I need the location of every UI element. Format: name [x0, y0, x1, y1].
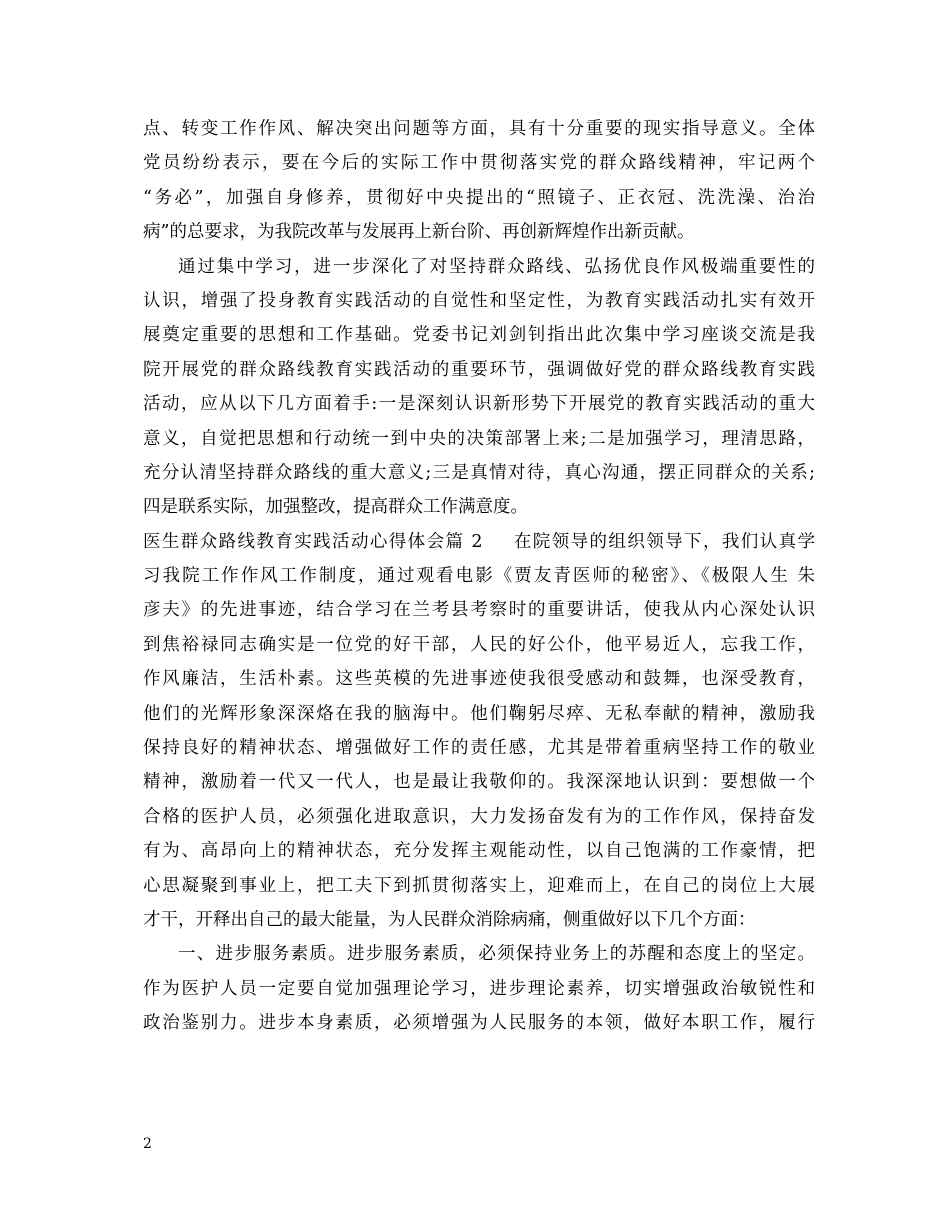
text-line: 认识，增强了投身教育实践活动的自觉性和坚定性，为教育实践活动扎实有效开	[143, 290, 815, 311]
text-line: 保持良好的精神状态、增强做好工作的责任感，尤其是带着重病坚持工作的敬业	[143, 738, 815, 759]
text-line: 通过集中学习，进一步深化了对坚持群众路线、弘扬优良作风极端重要性的	[178, 256, 815, 277]
text-line: 点、转变工作作风、解决突出问题等方面，具有十分重要的现实指导意义。全体	[143, 119, 815, 139]
section-heading: 医生群众路线教育实践活动心得体会篇 2	[143, 531, 483, 552]
text-line: 心思凝聚到事业上，把工夫下到抓贯彻落实上，迎难而上，在自己的岗位上大展	[143, 875, 815, 896]
text-line: 病”的总要求，为我院改革与发展再上新台阶、再创新辉煌作出新贡献。	[143, 222, 695, 243]
text-line: 充分认清坚持群众路线的重大意义;三是真情对待，真心沟通，摆正同群众的关系;	[143, 462, 815, 483]
text-line: 有为、高昂向上的精神状态，充分发挥主观能动性，以自己饱满的工作豪情，把	[143, 841, 815, 862]
text-line: 四是联系实际，加强整改，提高群众工作满意度。	[143, 497, 528, 518]
text-line: 彦夫》的先进事迹，结合学习在兰考县考察时的重要讲话，使我从内心深处认识	[143, 600, 815, 621]
text-line: 活动，应从以下几方面着手:一是深刻认识新形势下开展党的教育实践活动的重大	[143, 394, 815, 415]
text-line: 一、进步服务素质。进步服务素质，必须保持业务上的苏醒和态度上的坚定。	[178, 944, 815, 965]
text-line: 意义，自觉把思想和行动统一到中央的决策部署上来;二是加强学习，理清思路，	[143, 428, 815, 449]
body-text	[143, 112, 815, 1041]
text-line: 习我院工作作风工作制度，通过观看电影《贾友青医师的秘密》、《极限人生 朱	[143, 566, 815, 587]
text-line: 党员纷纷表示，要在今后的实际工作中贯彻落实党的群众路线精神，牢记两个	[143, 153, 815, 174]
text-line: 作为医护人员一定要自觉加强理论学习，进步理论素养，切实增强政治敏锐性和	[143, 978, 815, 999]
text-line: 展奠定重要的思想和工作基础。党委书记刘剑钊指出此次集中学习座谈交流是我	[143, 325, 815, 346]
text-line: 到焦裕禄同志确实是一位党的好干部，人民的好公仆，他平易近人，忘我工作，	[143, 634, 815, 655]
text-line: “务必”，加强自身修养，贯彻好中央提出的“照镜子、正衣冠、洗洗澡、治治	[143, 187, 815, 208]
text-line: 政治鉴别力。进步本身素质，必须增强为人民服务的本领，做好本职工作，履行	[143, 1013, 815, 1034]
text-line: 合格的医护人员，必须强化进取意识，大力发扬奋发有为的工作作风，保持奋发	[143, 806, 815, 827]
text-line: 院开展党的群众路线教育实践活动的重要环节，强调做好党的群众路线教育实践	[143, 359, 815, 380]
page-number: 2	[143, 1136, 152, 1152]
section-heading-line	[143, 525, 815, 559]
text-line: 才干，开释出自己的最大能量，为人民群众消除病痛，侧重做好以下几个方面：	[143, 909, 756, 930]
text-line: 他们的光辉形象深深烙在我的脑海中。他们鞠躬尽瘁、无私奉献的精神，激励我	[143, 703, 815, 724]
text-line: 精神，激励着一代又一代人，也是最让我敬仰的。我深深地认识到：要想做一个	[143, 772, 815, 793]
section-first-line: 在院领导的组织领导下，我们认真学	[512, 531, 815, 552]
text-line: 作风廉洁，生活朴素。这些英模的先进事迹使我很受感动和鼓舞，也深受教育，	[143, 669, 815, 690]
